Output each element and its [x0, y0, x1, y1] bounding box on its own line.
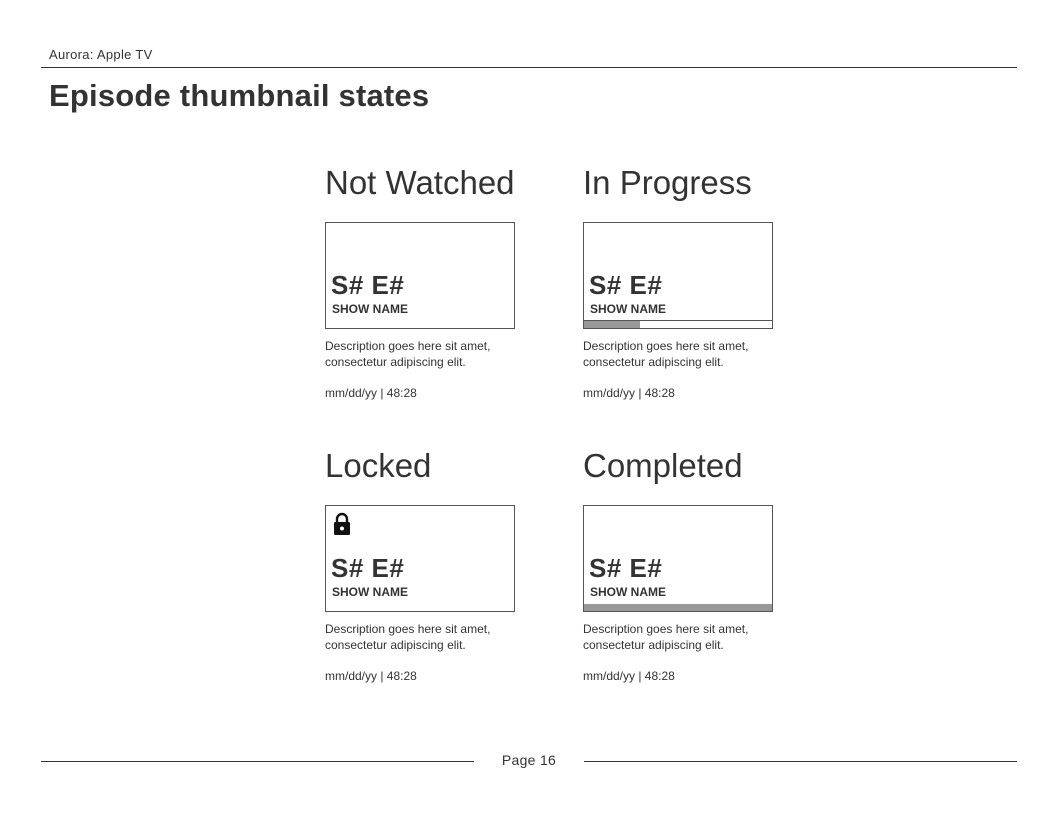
progress-fill: [584, 321, 640, 328]
episode-number: S# E#: [331, 553, 405, 583]
episode-thumbnail[interactable]: [325, 505, 515, 612]
state-heading: Not Watched: [325, 164, 515, 201]
episode-meta: mm/dd/yy | 48:28: [583, 386, 675, 400]
state-heading: In Progress: [583, 164, 752, 201]
state-heading: Locked: [325, 447, 432, 484]
footer-divider-left: [41, 761, 474, 762]
page-title: Episode thumbnail states: [49, 78, 430, 113]
episode-meta: mm/dd/yy | 48:28: [325, 669, 417, 683]
header-divider: [41, 67, 1017, 68]
episode-description: Description goes here sit amet, consectetur adipiscing elit.: [325, 622, 491, 652]
episode-number: S# E#: [589, 270, 663, 300]
state-heading: Completed: [583, 447, 743, 484]
progress-fill: [584, 604, 772, 611]
episode-thumbnail[interactable]: [325, 222, 515, 329]
show-name: SHOW NAME: [590, 585, 666, 599]
episode-description: Description goes here sit amet, consectetur adipiscing elit.: [583, 339, 749, 369]
lock-icon: [332, 512, 352, 536]
page-number: Page 16: [501, 752, 557, 768]
progress-bar: [584, 604, 772, 611]
footer-divider-right: [584, 761, 1017, 762]
show-name: SHOW NAME: [332, 585, 408, 599]
episode-thumbnail[interactable]: [583, 505, 773, 612]
progress-bar: [584, 320, 772, 328]
episode-description: Description goes here sit amet, consectetur adipiscing elit.: [583, 622, 749, 652]
show-name: SHOW NAME: [590, 302, 666, 316]
document-label: Aurora: Apple TV: [49, 47, 153, 62]
episode-description: Description goes here sit amet, consectetur adipiscing elit.: [325, 339, 491, 369]
episode-number: S# E#: [331, 270, 405, 300]
episode-thumbnail[interactable]: [583, 222, 773, 329]
episode-meta: mm/dd/yy | 48:28: [583, 669, 675, 683]
show-name: SHOW NAME: [332, 302, 408, 316]
episode-number: S# E#: [589, 553, 663, 583]
episode-meta: mm/dd/yy | 48:28: [325, 386, 417, 400]
